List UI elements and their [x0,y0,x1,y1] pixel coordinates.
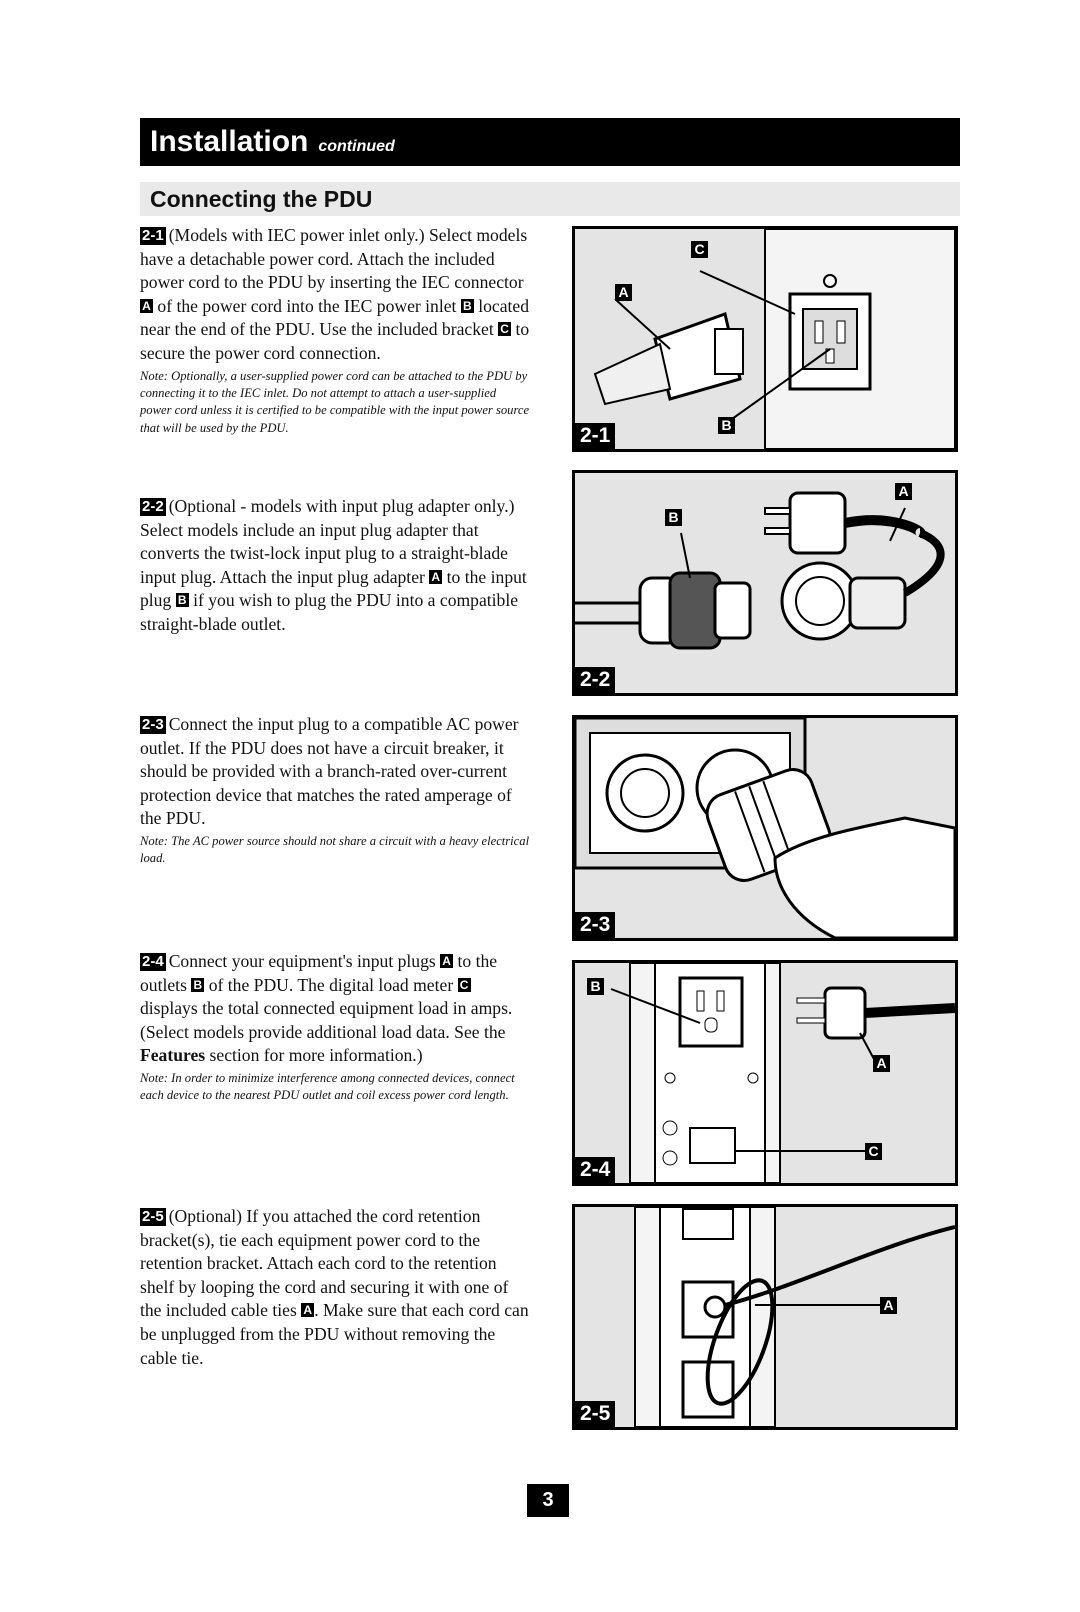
figure-label: 2-4 [575,1157,615,1183]
step-text: located near the end of the PDU. Use the included bracket [140,295,530,340]
step-text: . Make sure that each cord can be unplugged from the PDU without removing the cable tie. [140,1300,529,1368]
step-badge: 2-4 [142,953,164,970]
step-text: if you wish to plug the PDU into a compatible straight-blade outlet. [140,590,519,634]
step-text: section for more information.) [205,1045,423,1066]
key-label: B [191,978,204,992]
step-badge: 2-2 [142,498,164,515]
section-bar [140,182,960,216]
step-text: of the PDU. The digital load meter [204,974,458,995]
iec-connector-illustration [575,229,955,449]
key-label: C [498,322,511,336]
pdu-outlets-illustration [575,963,955,1183]
plug-adapter-illustration [575,473,955,693]
step-text: Connect your equipment's input plugs [168,951,441,971]
figure-label: 2-3 [575,912,615,938]
callout-label: A [880,1297,897,1314]
features-link-text: Features [140,1045,206,1066]
figure-label: 2-1 [575,423,615,449]
header-bar [140,118,960,166]
key-label: A [429,570,442,584]
step-text: to the outlets [140,951,498,995]
key-label: A [440,954,453,968]
callout-label: B [587,978,604,995]
figure-2-3 [572,715,958,941]
callout-label: A [615,284,632,301]
step-2-1 [140,224,530,437]
page-number: 3 [527,1484,569,1517]
step-note: Note: Optionally, a user-supplied power cord can be attached to the PDU by connecting it to the IEC inlet. Do not attempt to attach a user-supplied power cord unless it is certified to be compatible with the input power source that will be used by the PDU. [140,368,530,435]
step-2-5 [140,1205,530,1370]
step-badge: 2-1 [142,227,164,244]
step-2-3 [140,713,530,868]
figure-label: 2-5 [575,1401,615,1427]
step-note: Note: In order to minimize interference among connected devices, connect each device to the nearest PDU outlet and coil excess power cord length. [140,1070,515,1103]
callout-label: C [865,1143,882,1160]
step-2-2 [140,495,530,637]
key-label: C [458,978,471,992]
figure-2-1 [572,226,958,452]
page-title: Installation [150,125,309,158]
figure-2-5 [572,1204,958,1430]
step-text: (Optional) If you attached the cord retention bracket(s), tie each equipment power cord to the retention bracket. Attach each cord to the retention shelf by looping the cord and securing it with one of the included cable ties [140,1206,509,1321]
callout-label: C [691,241,708,258]
callout-label: B [665,509,682,526]
callout-label: A [895,483,912,500]
step-text: Connect the input plug to a compatible AC power outlet. If the PDU does not have a circuit breaker, it should be provided with a branch-rated over-current protection device that matches the rated amperage of the PDU. [140,714,519,829]
step-badge: 2-5 [142,1208,164,1225]
step-text: (Models with IEC power inlet only.) Select models have a detachable power cord. Attach the included power cord to the PDU by inserting the IEC connector [140,225,528,293]
key-label: B [461,299,474,313]
cable-tie-illustration [575,1207,955,1427]
step-note: Note: The AC power source should not share a circuit with a heavy electrical load. [140,833,530,866]
key-label: A [140,299,153,313]
step-text: displays the total connected equipment load in amps. (Select models provide additional load data. See the [140,998,513,1042]
key-label: B [176,593,189,607]
key-label: A [301,1303,314,1317]
step-text: of the power cord into the IEC power inlet [153,295,461,316]
step-text: to secure the power cord connection. [140,319,530,363]
step-text: (Optional - models with input plug adapter only.) Select models include an input plug adapter that converts the twist-lock input plug to a straight-blade input plug. Attach the input plug adapter [140,496,515,587]
callout-label: B [718,417,735,434]
step-badge: 2-3 [142,716,164,733]
page-subtitle: continued [318,138,395,155]
figure-2-4 [572,960,958,1186]
step-text: to the input plug [140,566,527,611]
step-2-4 [140,950,530,1105]
section-title: Connecting the PDU [150,186,373,212]
figure-2-2 [572,470,958,696]
figure-label: 2-2 [575,667,615,693]
outlet-connection-illustration [575,718,955,938]
callout-label: A [873,1055,890,1072]
